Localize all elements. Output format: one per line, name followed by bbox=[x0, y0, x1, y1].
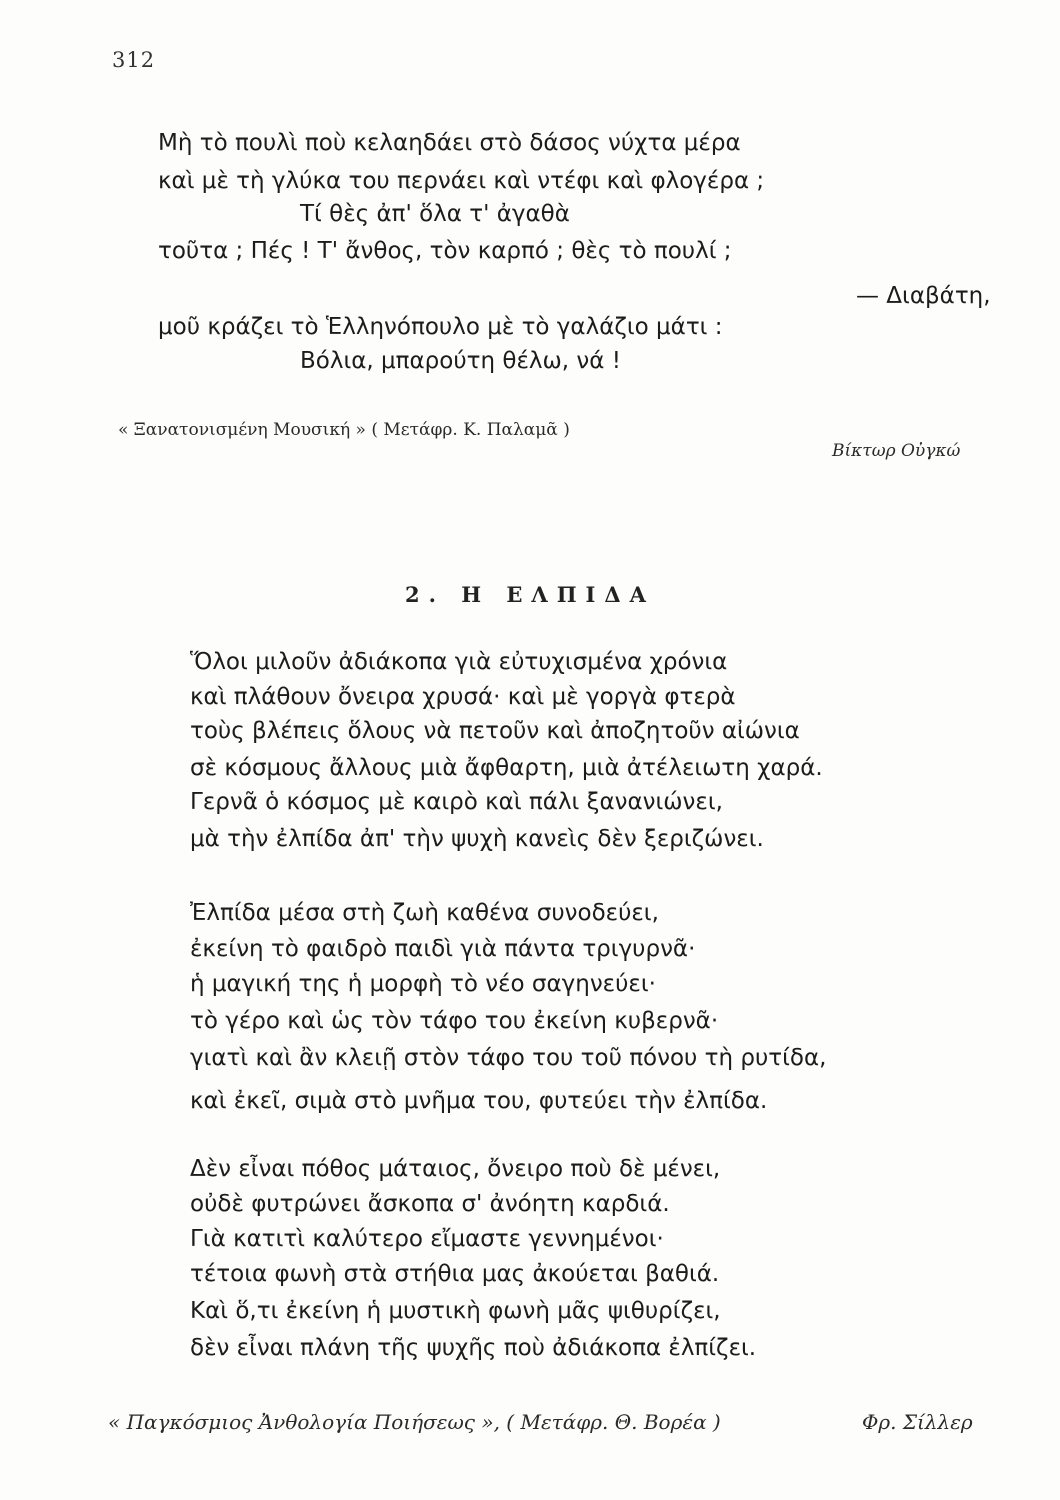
poem2-line: τέτοια φωνὴ στὰ στήθια μας ἀκούεται βαθιά. bbox=[190, 1261, 720, 1287]
poem2-line: ἡ μαγική της ἡ μορφὴ τὸ νέο σαγηνεύει· bbox=[190, 971, 656, 997]
poem1-source: « Ξανατονισμένη Μουσική » ( Μετάφρ. Κ. Παλαμᾶ ) bbox=[118, 420, 570, 440]
poem1-line: Βόλια, μπαρούτη θέλω, νά ! bbox=[300, 348, 621, 374]
poem2-line: Γερνᾶ ὁ κόσμος μὲ καιρὸ καὶ πάλι ξανανιώνει, bbox=[190, 789, 723, 815]
poem2-line: καὶ πλάθουν ὄνειρα χρυσά· καὶ μὲ γοργὰ φτερὰ bbox=[190, 684, 736, 710]
poem2-line: Ὅλοι μιλοῦν ἀδιάκοπα γιὰ εὐτυχισμένα χρόνια bbox=[190, 649, 728, 675]
poem1-author: Βίκτωρ Οὐγκώ bbox=[832, 441, 961, 461]
poem2-line: γιατὶ καὶ ἂν κλειῇ στὸν τάφο του τοῦ πόνου τὴ ρυτίδα, bbox=[190, 1045, 827, 1071]
poem2-line: καὶ ἐκεῖ, σιμὰ στὸ μνῆμα του, φυτεύει τὴν ἐλπίδα. bbox=[190, 1088, 768, 1114]
poem2-line: Γιὰ κατιτὶ καλύτερο εἴμαστε γεννημένοι· bbox=[190, 1226, 664, 1252]
poem2-line: τὸ γέρο καὶ ὡς τὸν τάφο του ἐκείνη κυβερνᾶ· bbox=[190, 1008, 719, 1034]
poem2-line: Δὲν εἶναι πόθος μάταιος, ὄνειρο ποὺ δὲ μένει, bbox=[190, 1156, 721, 1182]
poem2-source: « Παγκόσμιος Ἀνθολογία Ποιήσεως », ( Μετάφρ. Θ. Βορέα ) bbox=[108, 1410, 721, 1434]
poem2-line: σὲ κόσμους ἄλλους μιὰ ἄφθαρτη, μιὰ ἀτέλειωτη χαρά. bbox=[190, 755, 823, 781]
poem1-line: καὶ μὲ τὴ γλύκα του περνάει καὶ ντέφι καὶ φλογέρα ; bbox=[158, 168, 765, 194]
poem1-line: Τί θὲς ἀπ' ὅλα τ' ἀγαθὰ bbox=[300, 201, 570, 227]
poem2-line: τοὺς βλέπεις ὅλους νὰ πετοῦν καὶ ἀποζητοῦν αἰώνια bbox=[190, 718, 800, 744]
poem1-line: Μὴ τὸ πουλὶ ποὺ κελαηδάει στὸ δάσος νύχτα μέρα bbox=[158, 130, 741, 156]
poem2-line: μὰ τὴν ἐλπίδα ἀπ' τὴν ψυχὴ κανεὶς δὲν ξεριζώνει. bbox=[190, 826, 764, 852]
poem2-line: οὐδὲ φυτρώνει ἄσκοπα σ' ἀνόητη καρδιά. bbox=[190, 1191, 670, 1217]
poem1-line: τοῦτα ; Πές ! Τ' ἄνθος, τὸν καρπό ; θὲς τὸ πουλί ; bbox=[158, 238, 732, 264]
poem1-line: μοῦ κράζει τὸ Ἑλληνόπουλο μὲ τὸ γαλάζιο μάτι : bbox=[158, 314, 723, 340]
poem2-author: Φρ. Σίλλερ bbox=[862, 1410, 973, 1434]
poem2-line: ἐκείνη τὸ φαιδρὸ παιδὶ γιὰ πάντα τριγυρνᾶ· bbox=[190, 936, 696, 962]
poem1-line: — Διαβάτη, bbox=[856, 283, 991, 309]
poem2-line: Ἐλπίδα μέσα στὴ ζωὴ καθένα συνοδεύει, bbox=[190, 900, 659, 926]
section-title: 2. Η ΕΛΠΙΔΑ bbox=[405, 582, 655, 607]
page-number: 312 bbox=[112, 48, 156, 72]
poem2-line: Καὶ ὅ,τι ἐκείνη ἡ μυστικὴ φωνὴ μᾶς ψιθυρίζει, bbox=[190, 1298, 721, 1324]
poem2-line: δὲν εἶναι πλάνη τῆς ψυχῆς ποὺ ἀδιάκοπα ἐλπίζει. bbox=[190, 1335, 757, 1361]
